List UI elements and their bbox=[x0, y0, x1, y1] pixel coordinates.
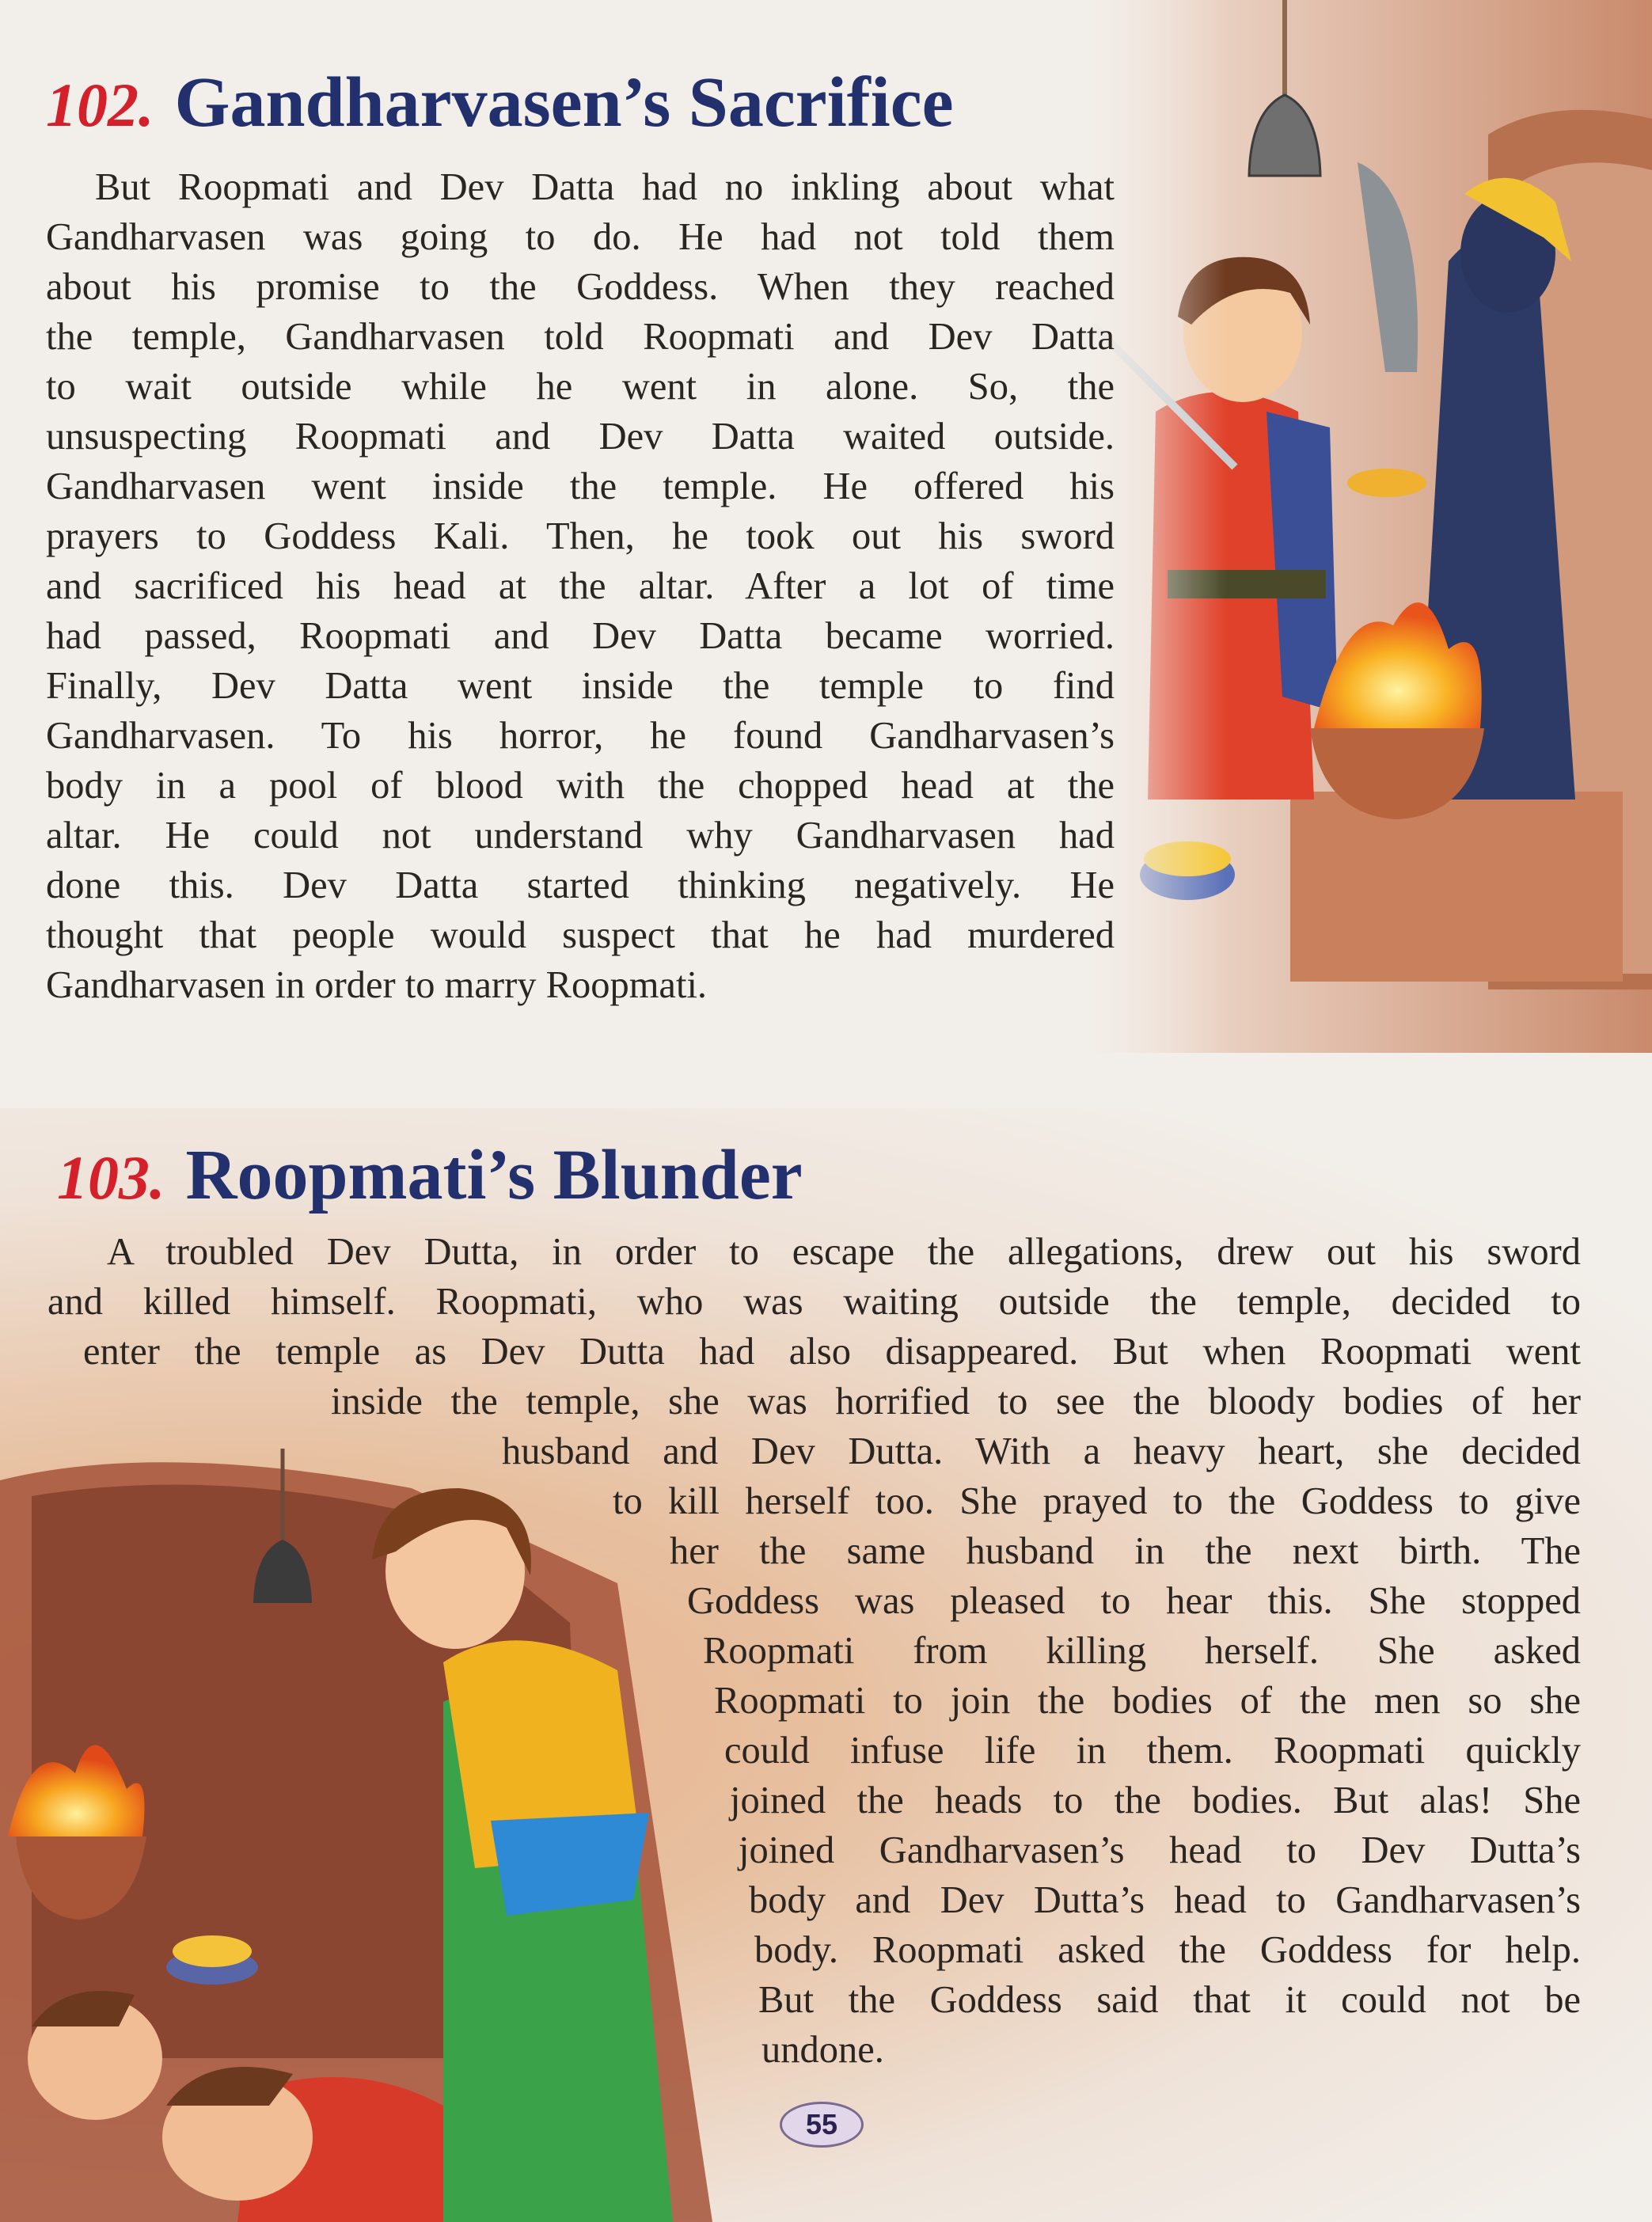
paragraph-line: husband and Dev Dutta. With a heavy heart, she decided bbox=[502, 1430, 1581, 1472]
paragraph-line: body in a pool of blood with the chopped head at the bbox=[46, 765, 1115, 807]
paragraph-line: thought that people would suspect that he had murdered bbox=[46, 914, 1115, 956]
paragraph-line: Roopmati to join the bodies of the men so she bbox=[714, 1680, 1581, 1722]
paragraph-line: undone. bbox=[761, 2029, 884, 2071]
paragraph-line: joined the heads to the bodies. But alas! She bbox=[730, 1779, 1581, 1821]
paragraph-line: Gandharvasen. To his horror, he found Gandharvasen’s bbox=[46, 715, 1115, 757]
story-103-paragraph bbox=[47, 1227, 1581, 2075]
story-103-number: 103. bbox=[57, 1143, 165, 1212]
paragraph-line: Gandharvasen in order to marry Roopmati. bbox=[46, 964, 708, 1006]
paragraph-line: to wait outside while he went in alone. So, the bbox=[46, 366, 1115, 408]
paragraph-line: done this. Dev Datta started thinking negatively. He bbox=[46, 864, 1115, 906]
paragraph-line: Roopmati from killing herself. She asked bbox=[703, 1630, 1581, 1672]
paragraph-line: could infuse life in them. Roopmati quickly bbox=[724, 1730, 1581, 1772]
page-number-badge: 55 bbox=[780, 2102, 864, 2148]
paragraph-line: joined Gandharvasen’s head to Dev Dutta’s bbox=[739, 1829, 1581, 1871]
paragraph-line: Gandharvasen went inside the temple. He offered his bbox=[46, 465, 1115, 507]
story-102-title: Gandharvasen’s Sacrifice bbox=[174, 63, 954, 142]
paragraph-line: enter the temple as Dev Dutta had also disappeared. But when Roopmati went bbox=[83, 1331, 1581, 1373]
story-103-title: Roopmati’s Blunder bbox=[185, 1136, 803, 1214]
paragraph-line: A troubled Dev Dutta, in order to escape the allegations, drew out his sword bbox=[107, 1231, 1581, 1273]
story-102-number: 102. bbox=[46, 70, 154, 139]
paragraph-line: Gandharvasen was going to do. He had not told them bbox=[46, 216, 1115, 258]
story-102-paragraph bbox=[46, 162, 1115, 1010]
paragraph-line: and sacrificed his head at the altar. After a lot of time bbox=[46, 565, 1115, 607]
paragraph-line: to kill herself too. She prayed to the Goddess to give bbox=[613, 1480, 1581, 1522]
illustration-fade bbox=[1084, 0, 1652, 1053]
story-103-heading bbox=[57, 1136, 803, 1214]
paragraph-line: altar. He could not understand why Gandharvasen had bbox=[46, 815, 1115, 857]
paragraph-line: But Roopmati and Dev Datta had no inkling about what bbox=[95, 166, 1115, 208]
paragraph-line: But the Goddess said that it could not be bbox=[758, 1979, 1581, 2021]
paragraph-line: had passed, Roopmati and Dev Datta became worried. bbox=[46, 615, 1115, 657]
paragraph-line: and killed himself. Roopmati, who was waiting outside the temple, decided to bbox=[47, 1281, 1581, 1323]
paragraph-line: her the same husband in the next birth. The bbox=[670, 1530, 1581, 1572]
paragraph-line: body and Dev Dutta’s head to Gandharvasen’s bbox=[749, 1879, 1581, 1921]
paragraph-line: about his promise to the Goddess. When they reached bbox=[46, 266, 1115, 308]
paragraph-line: body. Roopmati asked the Goddess for help. bbox=[754, 1929, 1581, 1971]
paragraph-line: the temple, Gandharvasen told Roopmati and Dev Datta bbox=[46, 316, 1115, 358]
paragraph-line: Goddess was pleased to hear this. She stopped bbox=[687, 1580, 1581, 1622]
paragraph-line: unsuspecting Roopmati and Dev Datta waited outside. bbox=[46, 416, 1115, 458]
paragraph-line: prayers to Goddess Kali. Then, he took out his sword bbox=[46, 515, 1115, 557]
paragraph-line: Finally, Dev Datta went inside the temple to find bbox=[46, 665, 1115, 707]
paragraph-line: inside the temple, she was horrified to see the bloody bodies of her bbox=[331, 1381, 1581, 1422]
story-102-heading bbox=[46, 63, 954, 142]
